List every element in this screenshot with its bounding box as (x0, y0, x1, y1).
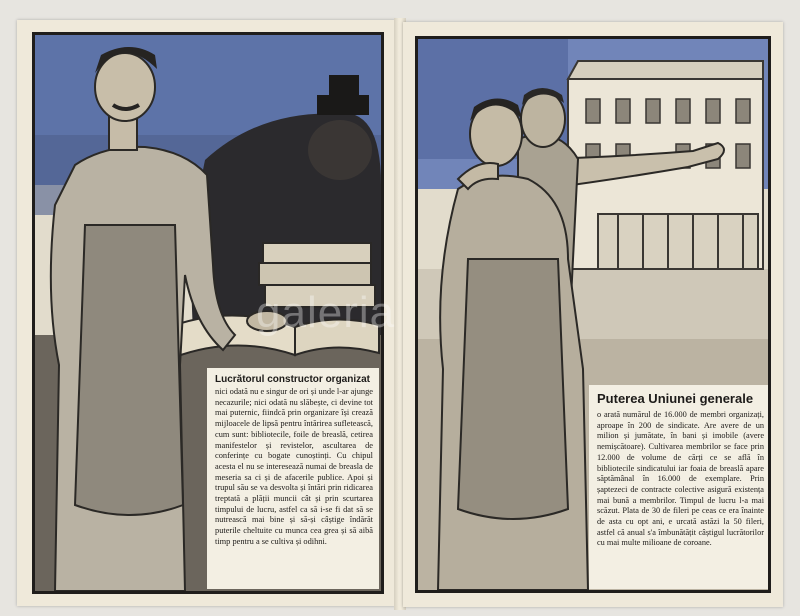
right-heading: Puterea Uniunei generale (597, 391, 754, 406)
right-text-block (589, 385, 770, 589)
left-page (17, 20, 396, 606)
right-body-text: o arată numărul de 16.000 de membri organizați, aproape în 200 de sindicate. Are avere de un milion și jumătate, în bani și imobile (avere nemișcătoare). Cultivarea membrilor se face prin 12.000 de volume de cărți ce se află în bibliotecile sindicatului iar foaia de breaslă apare săptămânal în 16.000 de exemplare. Prin șaptezeci de contracte colective asigură existența mai bună a membrilor. Timpul de lucru l-a mai scăzut. Plata de 30 de fileri pe ceas ce era înainte de asta cu opt ani, e urcată astăzi la 50 fileri, astfel că anual s'a îmbunătățit câștigul lucrătorilor cu mai multe milioane de coroane. (597, 410, 764, 548)
left-illustration-frame (32, 32, 384, 594)
watermark: galeria (256, 288, 396, 337)
right-page (403, 22, 783, 607)
left-text-block (207, 368, 379, 589)
right-illustration-frame (415, 36, 771, 593)
left-body-text: nici odată nu e singur de ori și unde l-ar ajunge necazurile; nici odată nu slăbește, ci devine tot mai puternic, fiindcă prin organizare își crează mijloacele de lipsă pentru întărirea sufletească, cum sunt: bibliotecile, foile de breaslă, cetirea manifestelor și revistelor, ascultarea de conferințe cu bogate cunoștinți. Cu chipul acesta el nu se interesează numai de breasla de meseria sa ci și de afacerile publice. Apoi și trupul său se va desvolta și întări prin ridicarea treptată a plății muncii cât și prin scurtarea timpului de lucru, astfel ca să i-se fi dat să se nutrească mai bine și să-și câștige îndărăt puterile cheltuite cu munca cea grea și să aibă timp pentru a se cultiva și odihni. (215, 387, 373, 546)
left-heading: Lucrătorul constructor organizat (215, 374, 371, 385)
